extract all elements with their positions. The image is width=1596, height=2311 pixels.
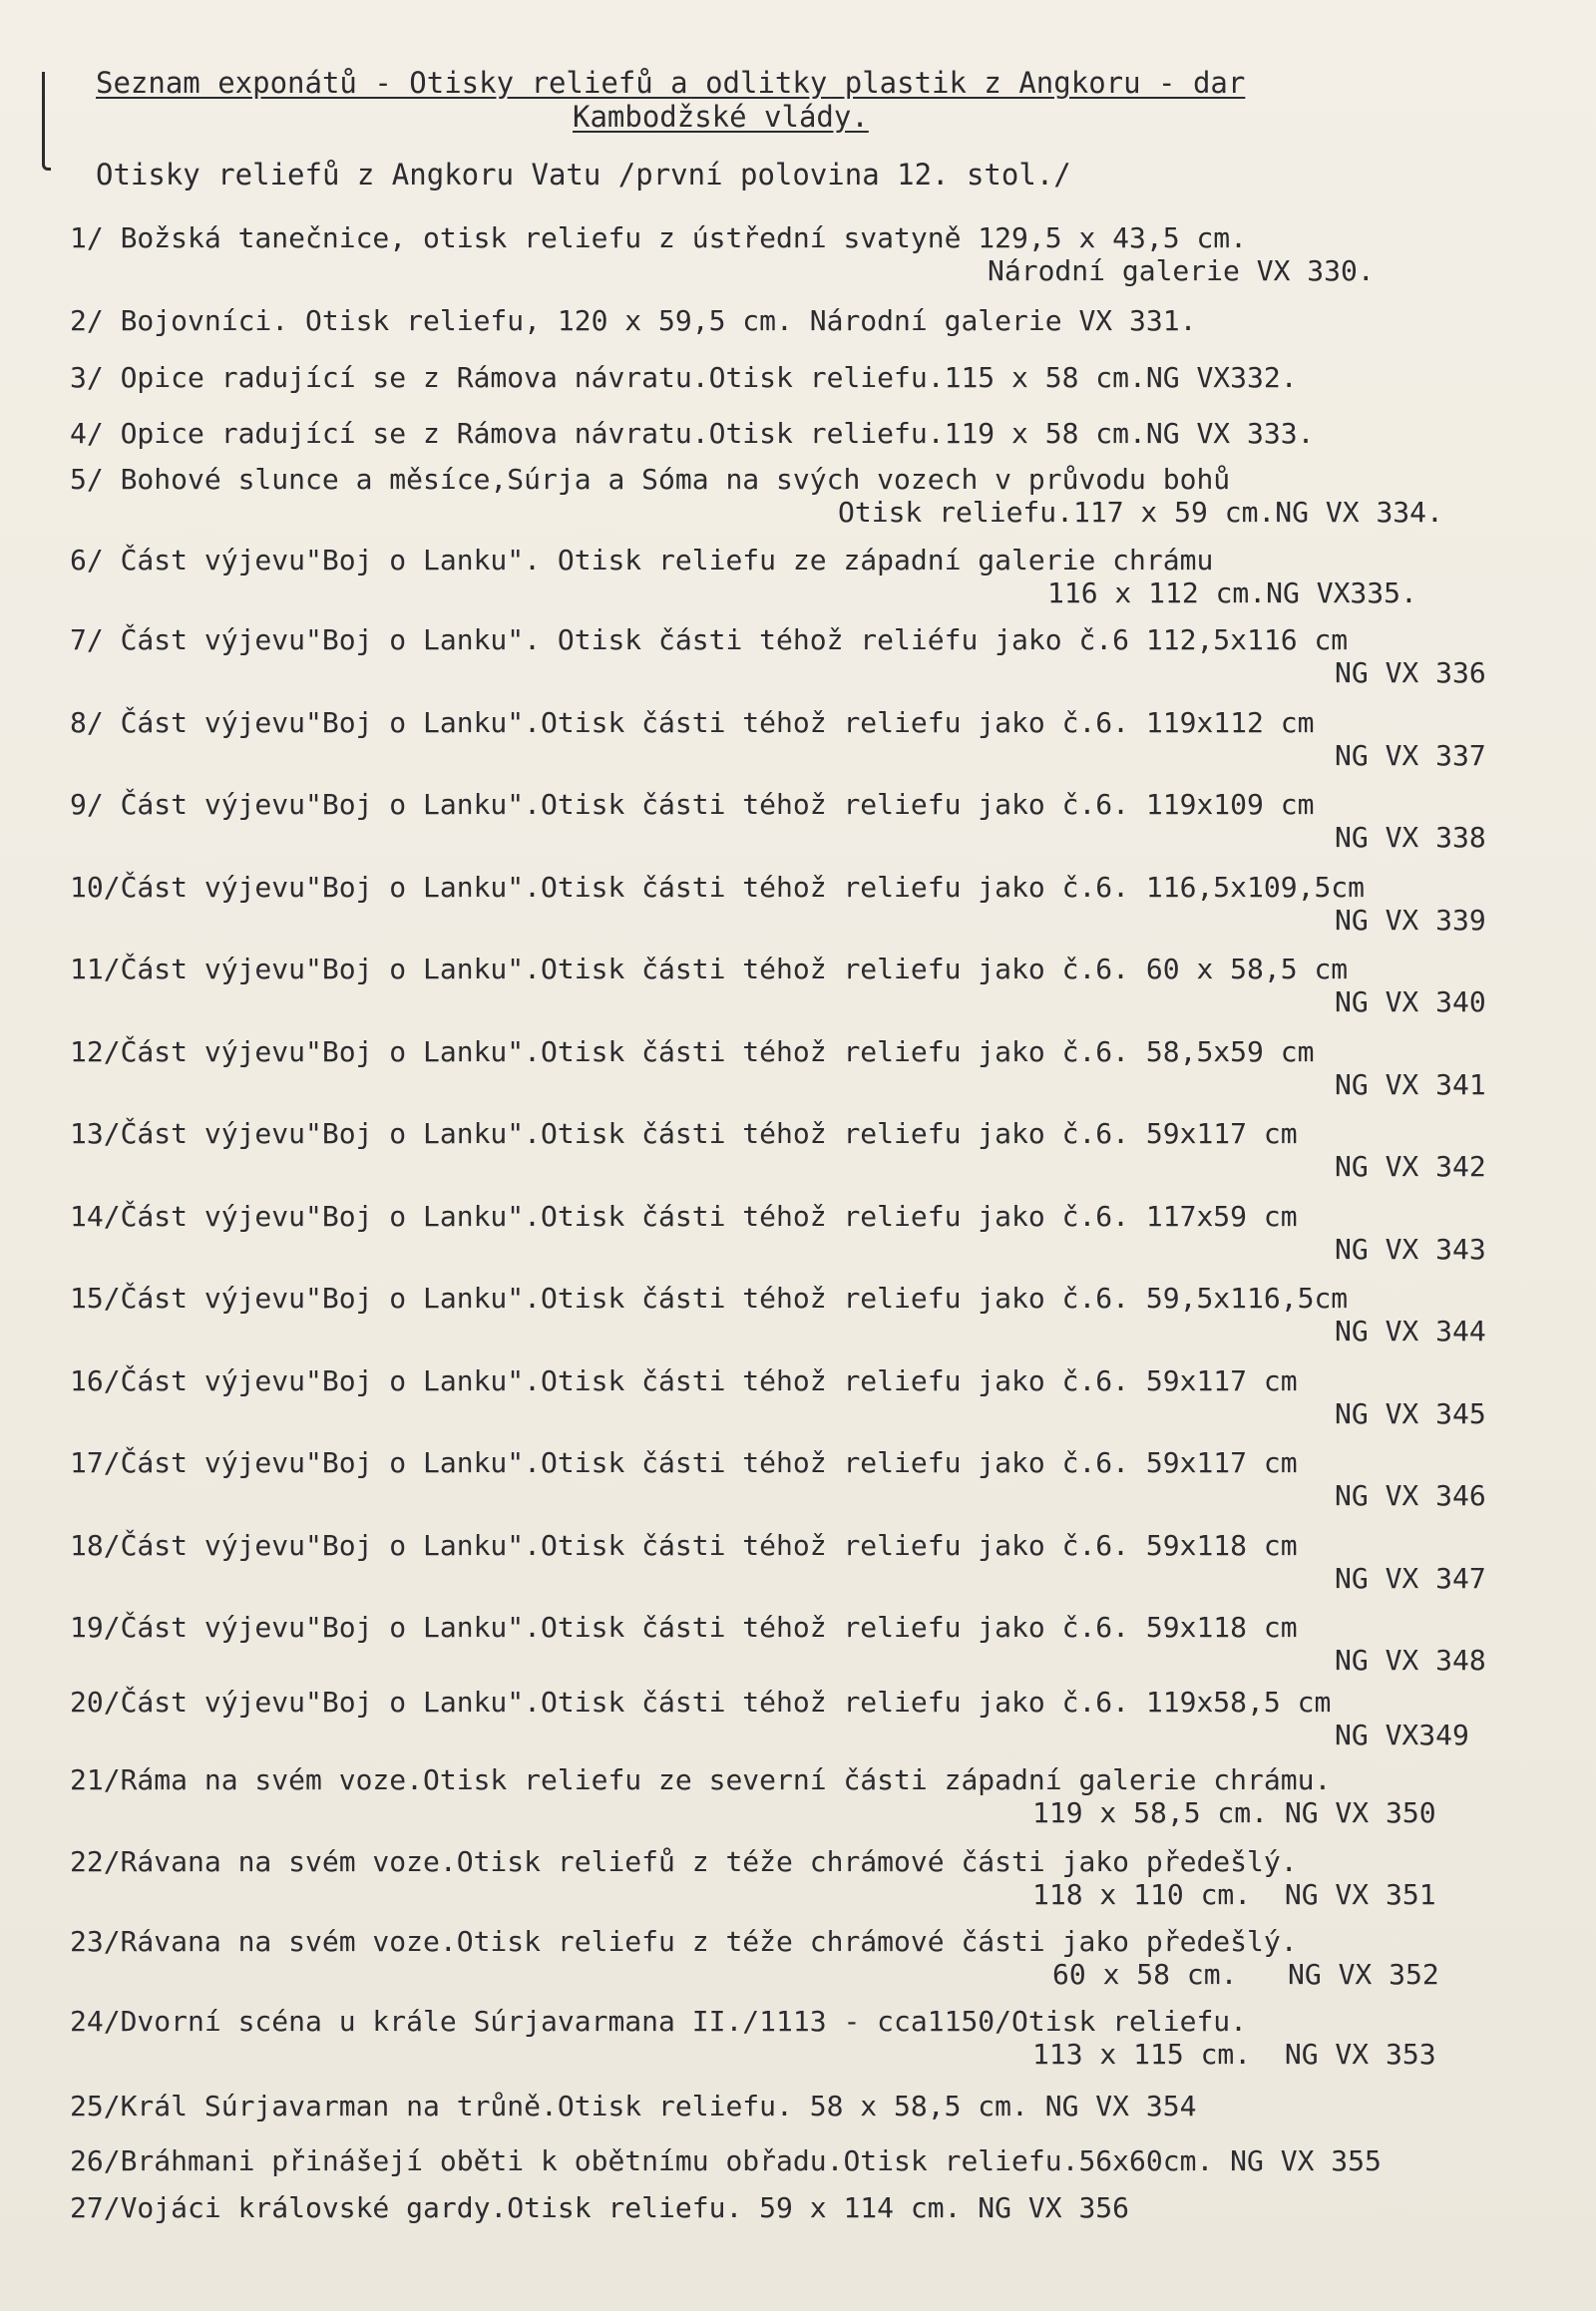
list-item	[70, 1117, 1586, 1183]
list-item	[70, 1686, 1586, 1751]
list-item	[70, 463, 1586, 529]
entry-line-1: 22/Rávana na svém voze.Otisk reliefů z téže chrámové části jako předešlý.	[70, 1845, 1298, 1878]
entry-line-1: 26/Bráhmani přinášejí oběti k obětnímu obřadu.Otisk reliefu.56x60cm. NG VX 355	[70, 2144, 1382, 2177]
entry-line-2: NG VX349	[1335, 1719, 1469, 1751]
list-item	[70, 1446, 1586, 1512]
list-item	[70, 544, 1586, 609]
list-item	[70, 871, 1586, 937]
entry-line-2: Národní galerie VX 330.	[988, 254, 1375, 287]
entry-line-1: 8/ Část výjevu"Boj o Lanku".Otisk části téhož reliefu jako č.6. 119x112 cm	[70, 706, 1315, 739]
list-item	[70, 1200, 1586, 1266]
entry-line-1: 24/Dvorní scéna u krále Súrjavarmana II./1113 - cca1150/Otisk reliefu.	[70, 2005, 1248, 2038]
list-item	[70, 2090, 1586, 2122]
list-item	[70, 706, 1586, 772]
entry-line-1: 25/Král Súrjavarman na trůně.Otisk reliefu. 58 x 58,5 cm. NG VX 354	[70, 2090, 1197, 2122]
list-item	[70, 1763, 1586, 1829]
list-item	[70, 417, 1586, 450]
entry-line-2: NG VX 347	[1335, 1562, 1486, 1595]
entry-line-2: Otisk reliefu.117 x 59 cm.NG VX 334.	[838, 496, 1443, 529]
title-line-1: Seznam exponátů - Otisky reliefů a odlitky plastik z Angkoru - dar	[96, 66, 1246, 100]
entry-line-2: NG VX 341	[1335, 1068, 1486, 1101]
entry-line-2: NG VX 339	[1335, 904, 1486, 937]
entry-line-2: NG VX 337	[1335, 739, 1486, 772]
list-item	[70, 2144, 1586, 2177]
entry-line-1: 7/ Část výjevu"Boj o Lanku". Otisk části téhož reliéfu jako č.6 112,5x116 cm	[70, 623, 1349, 656]
list-item	[70, 1845, 1586, 1911]
list-item	[70, 788, 1586, 854]
entry-line-1: 10/Část výjevu"Boj o Lanku".Otisk části téhož reliefu jako č.6. 116,5x109,5cm	[70, 871, 1366, 904]
list-item	[70, 361, 1586, 394]
entry-line-1: 3/ Opice radující se z Rámova návratu.Otisk reliefu.115 x 58 cm.NG VX332.	[70, 361, 1298, 394]
entry-line-1: 27/Vojáci královské gardy.Otisk reliefu. 59 x 114 cm. NG VX 356	[70, 2191, 1130, 2224]
entry-line-2: NG VX 343	[1335, 1233, 1486, 1266]
list-item	[70, 623, 1586, 689]
section-header: Otisky reliefů z Angkoru Vatu /první polovina 12. stol./	[96, 158, 1071, 192]
entry-line-2: NG VX 345	[1335, 1397, 1486, 1430]
list-item	[70, 1364, 1586, 1430]
entry-line-1: 19/Část výjevu"Boj o Lanku".Otisk části téhož reliefu jako č.6. 59x118 cm	[70, 1611, 1298, 1644]
entry-line-1: 9/ Část výjevu"Boj o Lanku".Otisk části téhož reliefu jako č.6. 119x109 cm	[70, 788, 1315, 821]
entry-line-1: 12/Část výjevu"Boj o Lanku".Otisk části téhož reliefu jako č.6. 58,5x59 cm	[70, 1035, 1315, 1068]
entry-line-1: 6/ Část výjevu"Boj o Lanku". Otisk reliefu ze západní galerie chrámu	[70, 544, 1214, 577]
entry-line-2: 113 x 115 cm. NG VX 353	[1032, 2038, 1436, 2071]
list-item	[70, 1529, 1586, 1595]
entry-line-2: 119 x 58,5 cm. NG VX 350	[1032, 1796, 1436, 1829]
entry-line-1: 2/ Bojovníci. Otisk reliefu, 120 x 59,5 cm. Národní galerie VX 331.	[70, 304, 1197, 337]
entry-line-2: NG VX 348	[1335, 1644, 1486, 1677]
list-item	[70, 953, 1586, 1018]
entry-line-2: NG VX 336	[1335, 656, 1486, 689]
entry-line-1: 4/ Opice radující se z Rámova návratu.Otisk reliefu.119 x 58 cm.NG VX 333.	[70, 417, 1315, 450]
entry-line-2: 60 x 58 cm. NG VX 352	[1052, 1958, 1439, 1991]
margin-bracket-mark	[42, 72, 51, 171]
list-item	[70, 304, 1586, 337]
entry-line-1: 21/Ráma na svém voze.Otisk reliefu ze severní části západní galerie chrámu.	[70, 1763, 1332, 1796]
entry-line-1: 14/Část výjevu"Boj o Lanku".Otisk části téhož reliefu jako č.6. 117x59 cm	[70, 1200, 1298, 1233]
title-line-2: Kambodžské vlády.	[573, 100, 869, 134]
list-item	[70, 1282, 1586, 1348]
entry-line-1: 1/ Božská tanečnice, otisk reliefu z ústřední svatyně 129,5 x 43,5 cm.	[70, 221, 1248, 254]
entry-line-2: NG VX 340	[1335, 985, 1486, 1018]
list-item	[70, 1925, 1586, 1991]
document-title	[96, 66, 1452, 134]
entry-line-2: NG VX 338	[1335, 821, 1486, 854]
list-item	[70, 221, 1586, 287]
entry-line-2: NG VX 346	[1335, 1479, 1486, 1512]
entry-line-1: 18/Část výjevu"Boj o Lanku".Otisk části téhož reliefu jako č.6. 59x118 cm	[70, 1529, 1298, 1562]
entry-line-1: 11/Část výjevu"Boj o Lanku".Otisk části téhož reliefu jako č.6. 60 x 58,5 cm	[70, 953, 1349, 985]
entry-line-1: 16/Část výjevu"Boj o Lanku".Otisk části téhož reliefu jako č.6. 59x117 cm	[70, 1364, 1298, 1397]
entry-line-1: 20/Část výjevu"Boj o Lanku".Otisk části téhož reliefu jako č.6. 119x58,5 cm	[70, 1686, 1332, 1719]
list-item	[70, 2191, 1586, 2224]
list-item	[70, 2005, 1586, 2071]
entry-line-1: 5/ Bohové slunce a měsíce,Súrja a Sóma na svých vozech v průvodu bohů	[70, 463, 1231, 496]
entry-line-2: NG VX 342	[1335, 1150, 1486, 1183]
entry-line-1: 17/Část výjevu"Boj o Lanku".Otisk části téhož reliefu jako č.6. 59x117 cm	[70, 1446, 1298, 1479]
entry-line-2: 118 x 110 cm. NG VX 351	[1032, 1878, 1436, 1911]
entry-line-1: 23/Rávana na svém voze.Otisk reliefu z téže chrámové části jako předešlý.	[70, 1925, 1298, 1958]
entry-line-2: 116 x 112 cm.NG VX335.	[1047, 577, 1417, 609]
entry-line-1: 15/Část výjevu"Boj o Lanku".Otisk části téhož reliefu jako č.6. 59,5x116,5cm	[70, 1282, 1349, 1315]
entry-line-2: NG VX 344	[1335, 1315, 1486, 1348]
list-item	[70, 1611, 1586, 1677]
list-item	[70, 1035, 1586, 1101]
entry-line-1: 13/Část výjevu"Boj o Lanku".Otisk části téhož reliefu jako č.6. 59x117 cm	[70, 1117, 1298, 1150]
